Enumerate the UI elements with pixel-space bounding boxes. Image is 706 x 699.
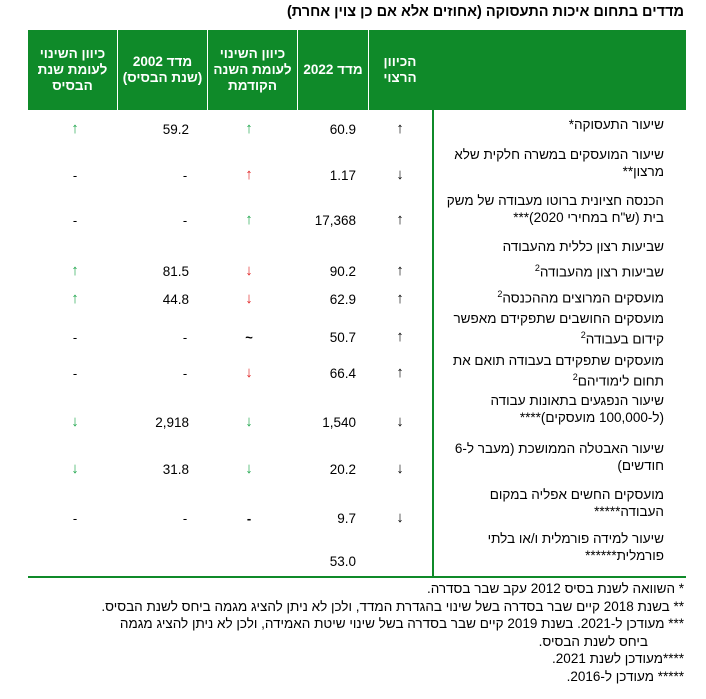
value-2022: 66.4 xyxy=(329,366,356,381)
arrow-up-icon: ↑ xyxy=(396,211,404,228)
footnote-ref: 2 xyxy=(534,263,540,273)
row-label xyxy=(429,440,664,474)
no-data-dash: - xyxy=(246,511,252,526)
footnote: ****מעודכן לשנת 2021. xyxy=(552,651,684,666)
page-title: מדדים בתחום איכות התעסוקה (אחוזים אלא אם כן צוין אחרת) xyxy=(286,4,684,20)
arrow-down-icon: ↓ xyxy=(245,364,253,381)
footnote: ביחס לשנת הבסיס. xyxy=(538,633,648,649)
footnotes xyxy=(14,580,684,685)
row-label-text: שיעור התעסוקה* xyxy=(568,117,664,132)
arrow-up-icon: ↑ xyxy=(396,328,404,345)
value-2022: 1.17 xyxy=(329,168,356,183)
row-label xyxy=(429,486,664,520)
value-2002: 81.5 xyxy=(162,264,189,279)
value-2002: 59.2 xyxy=(162,122,189,137)
value-2002: 44.8 xyxy=(162,292,189,307)
row-label-text: שיעור למידה פורמלית ו/או בלתי פורמלית****** xyxy=(487,531,664,563)
no-data-dash: - xyxy=(182,213,188,228)
no-data-dash: - xyxy=(182,366,188,381)
value-2022: 17,368 xyxy=(314,213,356,228)
value-2022: 9.7 xyxy=(337,511,356,526)
row-label xyxy=(429,116,664,133)
arrow-down-icon: ↓ xyxy=(245,290,253,307)
table-bottom-rule xyxy=(28,576,686,578)
row-label-text: שיעור האבטלה הממושכת (מעבר ל-6 חודשים) xyxy=(454,441,664,473)
arrow-up-icon: ↑ xyxy=(396,290,404,307)
row-label-text: מועסקים המרוצים מההכנסה xyxy=(502,290,664,306)
no-data-dash: - xyxy=(72,330,78,345)
row-label xyxy=(429,238,664,255)
row-label-text: שיעור הנפגעים בתאונות עבודה (ל-100,000 מועסקים)**** xyxy=(490,393,664,425)
footnote-ref: 2 xyxy=(572,372,578,382)
footnote-ref: 2 xyxy=(580,330,586,340)
row-label xyxy=(429,192,664,226)
row-label xyxy=(429,352,664,390)
value-2022: 90.2 xyxy=(329,264,356,279)
arrow-down-icon: ↓ xyxy=(71,460,79,477)
arrow-up-icon: ↑ xyxy=(71,120,79,137)
arrow-up-icon: ↑ xyxy=(71,290,79,307)
value-2022: 53.0 xyxy=(329,554,356,569)
value-2022: 62.9 xyxy=(329,292,356,307)
header-change-base-year: כיוון השינוי לעומת שנת הבסיס xyxy=(37,46,108,93)
row-label xyxy=(429,260,664,281)
arrow-down-icon: ↓ xyxy=(396,460,404,477)
row-label-text: הכנסה חציונית ברוטו מעבודה של משק בית (ש"ח במחירי 2020)*** xyxy=(446,193,664,225)
arrow-down-icon: ↓ xyxy=(71,413,79,430)
footnote: ***** מעודכן ל-2016. xyxy=(566,668,684,684)
arrow-up-icon: ↑ xyxy=(396,120,404,137)
value-2022: 20.2 xyxy=(329,462,356,477)
arrow-down-icon: ↓ xyxy=(396,413,404,430)
value-2022: 50.7 xyxy=(329,330,356,345)
row-label xyxy=(429,530,664,564)
no-data-dash: - xyxy=(182,511,188,526)
row-label xyxy=(429,310,664,348)
value-2022: 60.9 xyxy=(329,122,356,137)
row-label-text: מועסקים החשים אפליה במקום העבודה***** xyxy=(489,487,664,519)
arrow-up-icon: ↑ xyxy=(245,211,253,228)
arrow-down-icon: ↓ xyxy=(396,166,404,183)
row-label-text: שביעות רצון מהעבודה xyxy=(539,264,664,280)
row-label-text: שביעות רצון כללית מהעבודה xyxy=(502,239,664,254)
value-2002: 31.8 xyxy=(162,462,189,477)
footnote: *** מעודכן ל-2021. בשנת 2019 קיים שבר בסדרה בשל שינוי שיטת האמידה, ולכן לא ניתן להציג מגמה xyxy=(119,616,684,631)
no-data-dash: - xyxy=(72,168,78,183)
arrow-up-icon: ↑ xyxy=(245,166,253,183)
row-label-text: שיעור המועסקים במשרה חלקית שלא מרצון** xyxy=(454,147,664,179)
footnote-ref: 2 xyxy=(497,289,503,299)
arrow-up-icon: ↑ xyxy=(245,120,253,137)
arrow-down-icon: ↓ xyxy=(245,413,253,430)
row-label-text: מועסקים החושבים שתפקידם מאפשר קידום בעבודה xyxy=(453,311,664,347)
no-data-dash: - xyxy=(72,213,78,228)
row-label xyxy=(429,392,664,426)
header-desired-direction: הכיוון הרצוי xyxy=(383,54,417,85)
row-label xyxy=(429,146,664,180)
footnote: * השוואה לשנת בסיס 2012 עקב שבר בסדרה. xyxy=(426,581,684,596)
no-data-dash: - xyxy=(72,366,78,381)
header-index-2002: מדד 2002 (שנת הבסיס) xyxy=(122,54,203,85)
value-2022: 1,540 xyxy=(322,415,356,430)
no-change-indicator: ~ xyxy=(245,330,253,345)
arrow-down-icon: ↓ xyxy=(396,509,404,526)
value-2002: 2,918 xyxy=(155,415,189,430)
row-label-text: מועסקים שתפקידם בעבודה תואם את תחום לימודיהם xyxy=(452,353,664,389)
table-header xyxy=(28,30,686,110)
header-index-2022: מדד 2022 xyxy=(303,62,363,77)
header-change-prev-year: כיוון השינוי לעומת השנה הקודמת xyxy=(213,46,292,93)
arrow-up-icon: ↑ xyxy=(396,262,404,279)
arrow-down-icon: ↓ xyxy=(245,460,253,477)
arrow-up-icon: ↑ xyxy=(71,262,79,279)
footnote: ** בשנת 2018 קיים שבר בסדרה בשל שינוי בהגדרת המדד, ולכן לא ניתן להציג מגמה ביחס לשנת הבסיס. xyxy=(101,598,684,614)
no-data-dash: - xyxy=(72,511,78,526)
arrow-up-icon: ↑ xyxy=(396,364,404,381)
no-data-dash: - xyxy=(182,330,188,345)
no-data-dash: - xyxy=(182,168,188,183)
row-label xyxy=(429,286,664,307)
arrow-down-icon: ↓ xyxy=(245,262,253,279)
